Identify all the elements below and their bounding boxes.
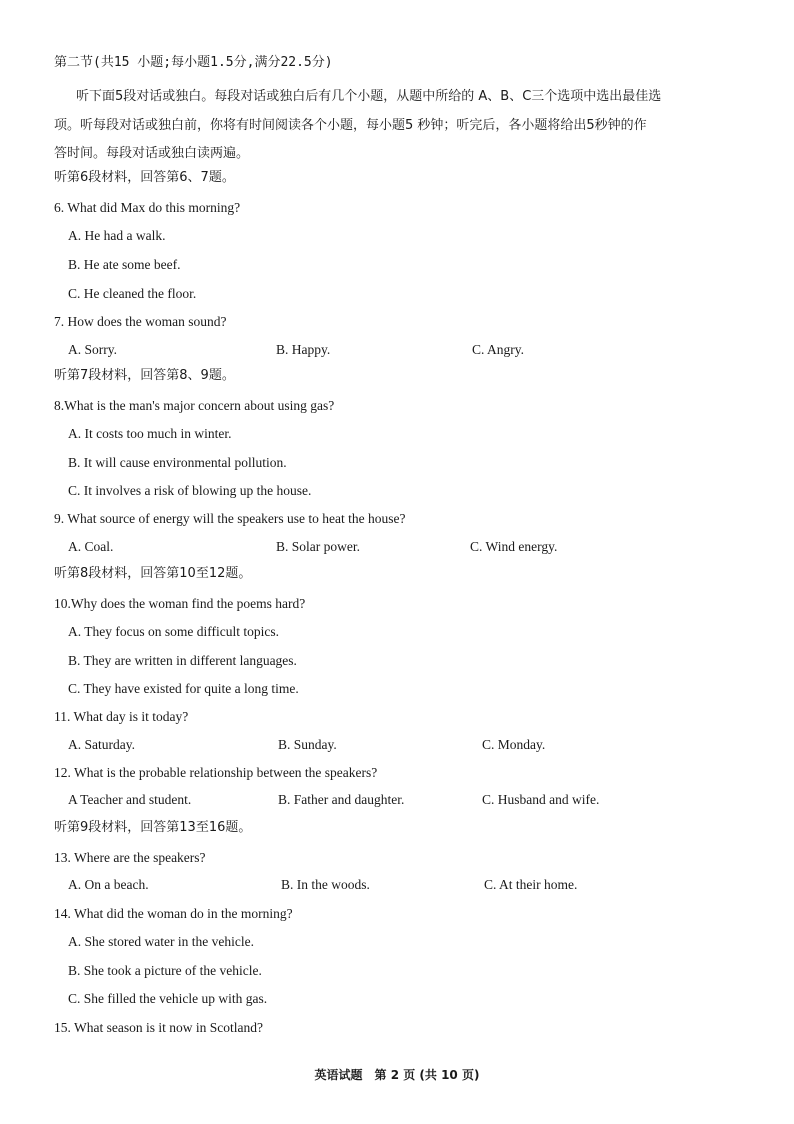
question-9-option-b: B. Solar power. <box>276 539 360 554</box>
question-11-option-b: B. Sunday. <box>278 737 337 752</box>
question-11-stem: 11. What day is it today? <box>54 709 189 724</box>
question-8-option-b: B. It will cause environmental pollution. <box>68 455 287 470</box>
question-8-option-c: C. It involves a risk of blowing up the house. <box>68 483 312 498</box>
question-13-option-c: C. At their home. <box>484 877 578 892</box>
question-6-option-c: C. He cleaned the floor. <box>68 286 197 301</box>
question-14-option-b: B. She took a picture of the vehicle. <box>68 963 262 978</box>
question-14-option-c: C. She filled the vehicle up with gas. <box>68 991 268 1006</box>
question-6-option-a: A. He had a walk. <box>68 228 166 243</box>
question-6-option-b: B. He ate some beef. <box>68 257 181 272</box>
instruction-line-3: 答时间。每段对话或独白读两遍。 <box>54 146 250 161</box>
question-13-stem: 13. Where are the speakers? <box>54 850 206 865</box>
question-7-option-c: C. Angry. <box>472 342 525 357</box>
section-header: 第二节(共15 小题;每小题1.5分,满分22.5分) <box>54 55 333 70</box>
question-11-option-c: C. Monday. <box>482 737 546 752</box>
question-12-option-c: C. Husband and wife. <box>482 792 600 807</box>
question-14-option-a: A. She stored water in the vehicle. <box>68 934 254 949</box>
question-7-stem: 7. How does the woman sound? <box>54 314 227 329</box>
group-6-heading: 听第6段材料，回答第6、7题。 <box>54 170 235 185</box>
group-7-heading: 听第7段材料，回答第8、9题。 <box>54 368 235 383</box>
question-13-option-a: A. On a beach. <box>68 877 149 892</box>
question-10-stem: 10.Why does the woman find the poems hard? <box>54 596 306 611</box>
question-12-option-b: B. Father and daughter. <box>278 792 405 807</box>
question-10-option-c: C. They have existed for quite a long time. <box>68 681 299 696</box>
question-11-option-a: A. Saturday. <box>68 737 135 752</box>
group-8-heading: 听第8段材料，回答第10至12题。 <box>54 566 252 581</box>
question-8-stem: 8.What is the man's major concern about using gas? <box>54 398 335 413</box>
question-7-option-a: A. Sorry. <box>68 342 117 357</box>
instruction-line-2: 项。听每段对话或独白前，你将有时间阅读各个小题，每小题5 秒钟；听完后，各小题将给出5秒钟的作 <box>54 118 647 133</box>
question-6-stem: 6. What did Max do this morning? <box>54 200 241 215</box>
question-12-stem: 12. What is the probable relationship between the speakers? <box>54 765 378 780</box>
question-9-option-a: A. Coal. <box>68 539 114 554</box>
instruction-line-1: 听下面5段对话或独白。每段对话或独白后有几个小题，从题中所给的 A、B、C三个选项中选出最佳选 <box>76 89 662 104</box>
question-12-option-a: A Teacher and student. <box>68 792 192 807</box>
question-10-option-b: B. They are written in different languages. <box>68 653 297 668</box>
question-9-option-c: C. Wind energy. <box>470 539 558 554</box>
question-13-option-b: B. In the woods. <box>281 877 370 892</box>
page-footer: 英语试题 第 2 页 (共 10 页) <box>314 1068 480 1082</box>
question-8-option-a: A. It costs too much in winter. <box>68 426 232 441</box>
question-15-stem: 15. What season is it now in Scotland? <box>54 1020 263 1035</box>
question-9-stem: 9. What source of energy will the speakers use to heat the house? <box>54 511 406 526</box>
question-7-option-b: B. Happy. <box>276 342 331 357</box>
question-14-stem: 14. What did the woman do in the morning? <box>54 906 293 921</box>
question-10-option-a: A. They focus on some difficult topics. <box>68 624 279 639</box>
group-9-heading: 听第9段材料，回答第13至16题。 <box>54 820 252 835</box>
